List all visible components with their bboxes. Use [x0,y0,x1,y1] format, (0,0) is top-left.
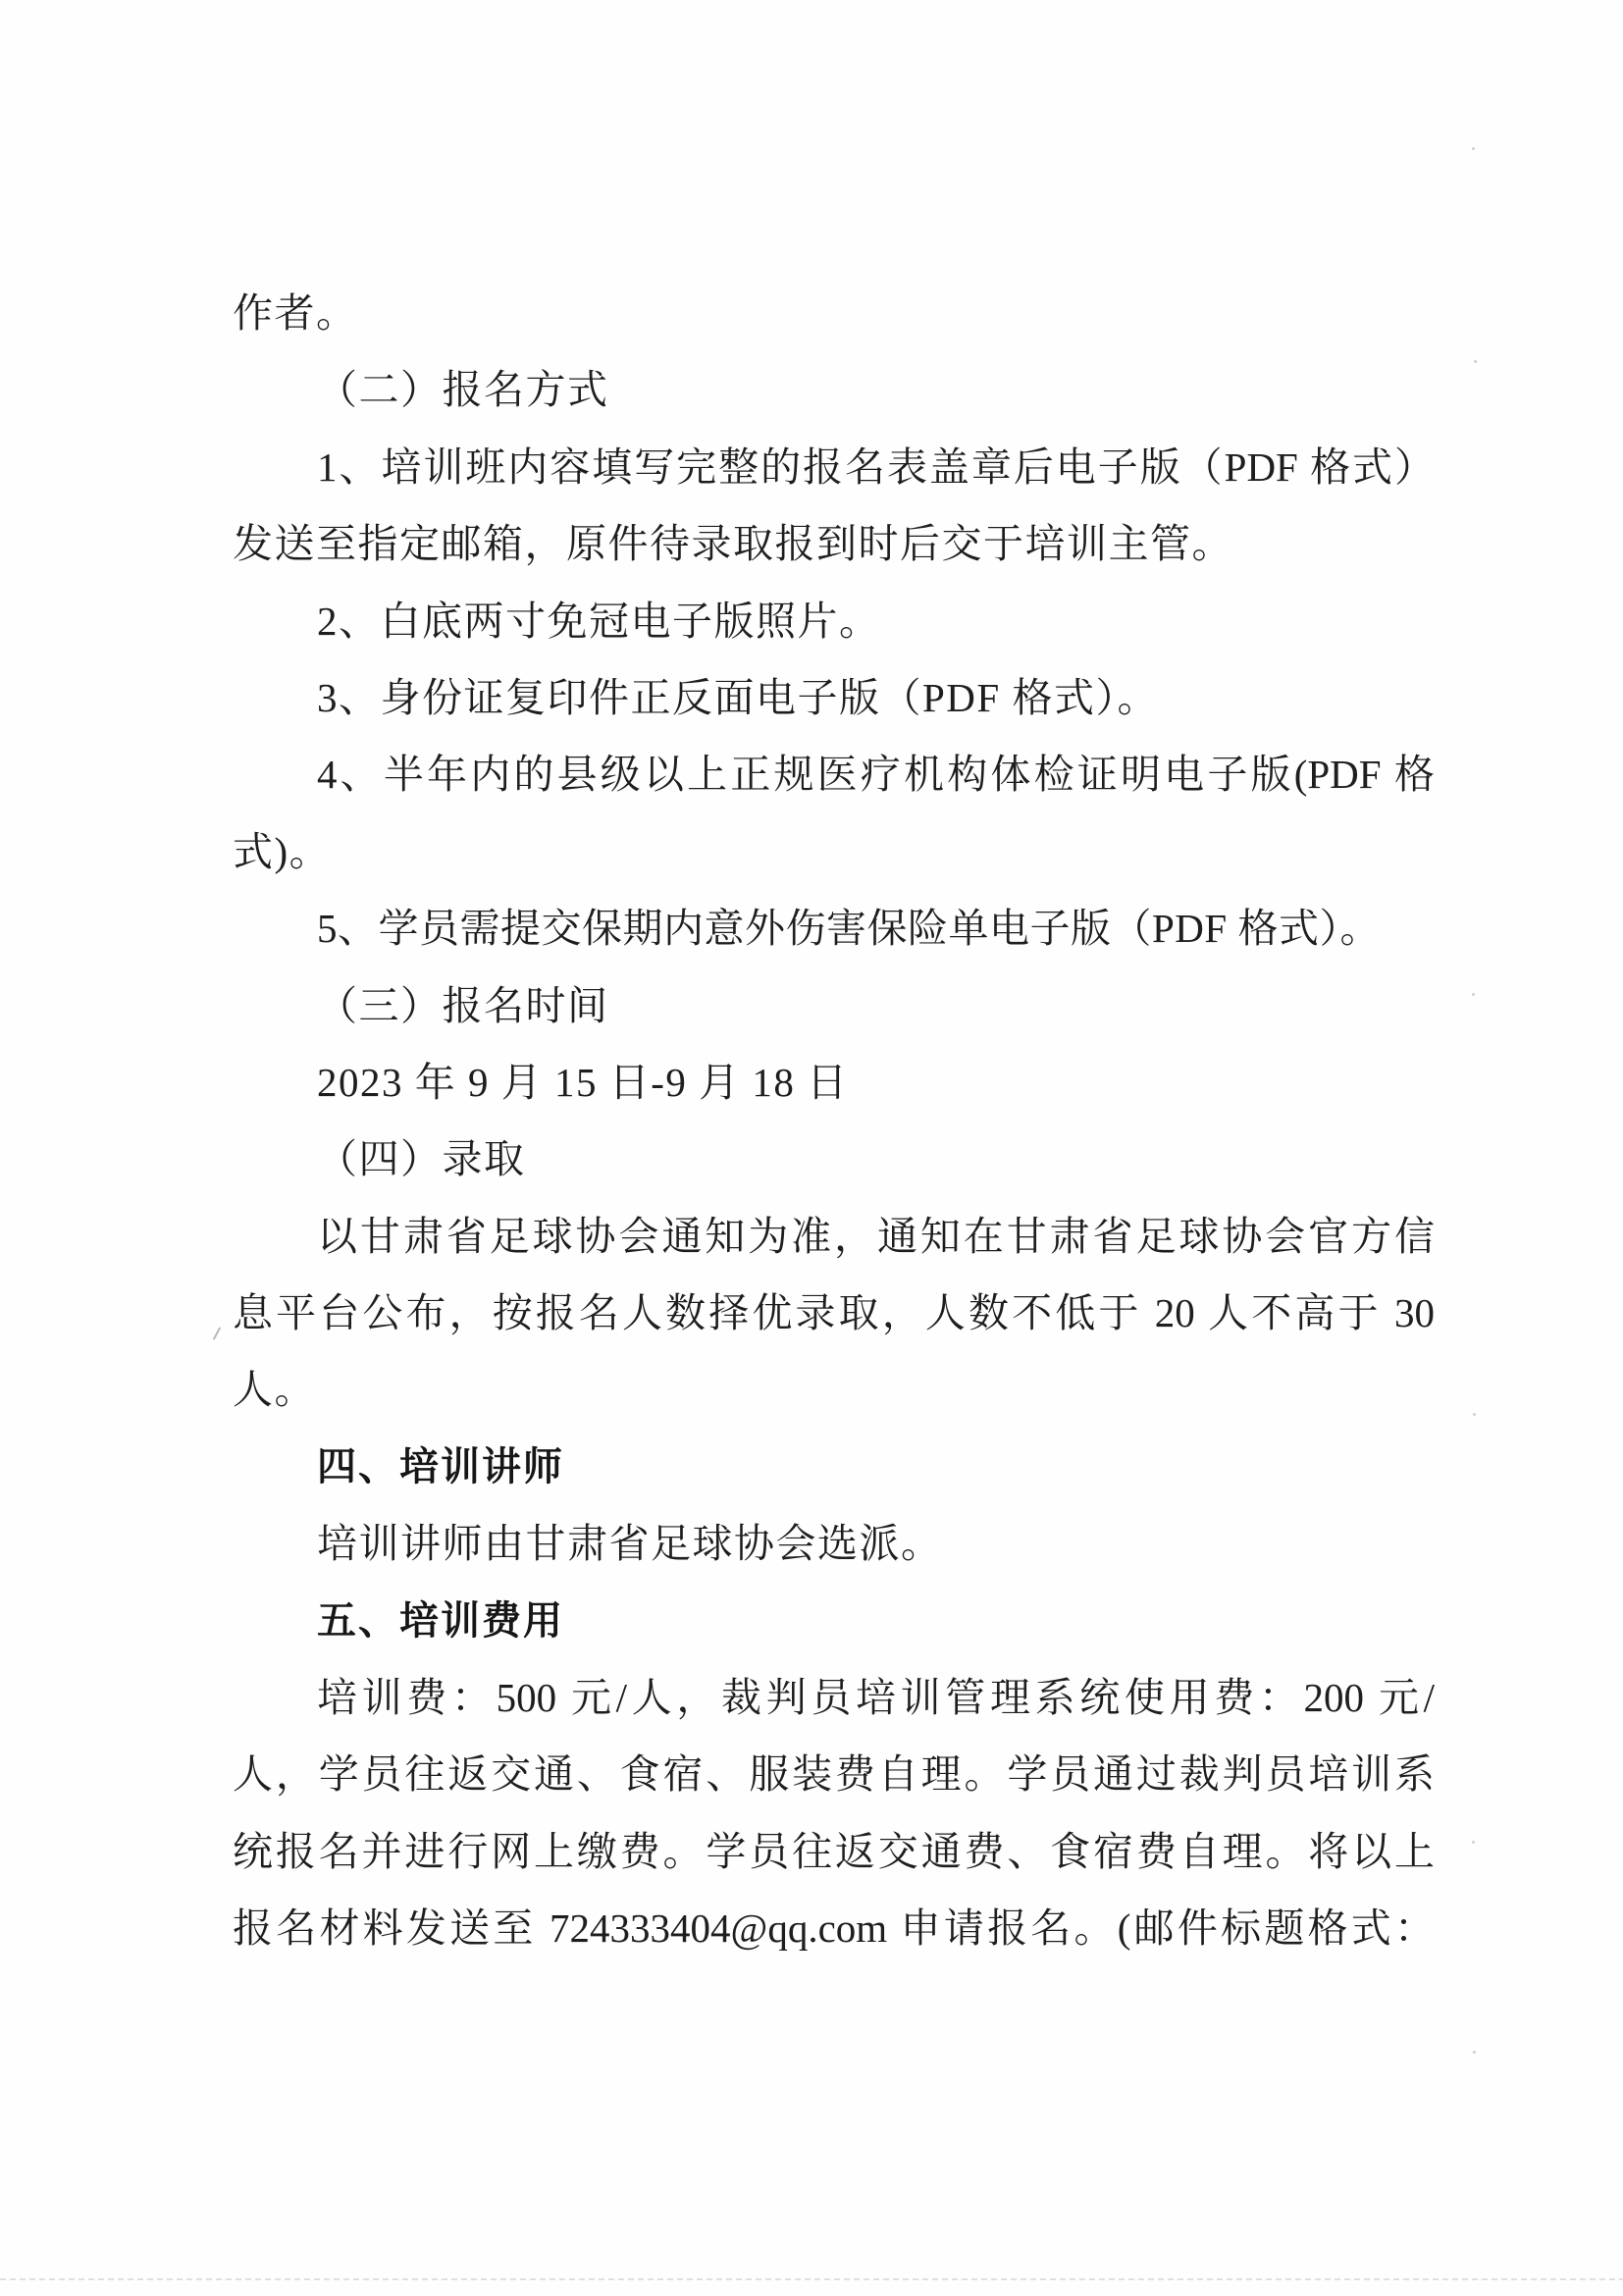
subsection-heading-admission: （四）录取 [317,1136,526,1182]
scan-speck [1472,1841,1475,1844]
scan-mark [213,1327,221,1339]
fees-text-line-2: 人，学员往返交通、食宿、服装费自理。学员通过裁判员培训系 [233,1751,1435,1798]
instructors-text: 培训讲师由甘肃省足球协会选派。 [317,1521,943,1567]
admission-text-line-1: 以甘肃省足球协会通知为准，通知在甘肃省足球协会官方信 [317,1213,1435,1259]
fees-text-line-1: 培训费：500 元/人，裁判员培训管理系统使用费：200 元/ [317,1675,1435,1721]
subsection-heading-registration-method: （二）报名方式 [317,367,609,413]
scan-speck [1474,360,1477,363]
list-item-1-line-2: 发送至指定邮箱，原件待录取报到时后交于培训主管。 [233,521,1233,567]
list-item-1-line-1: 1、培训班内容填写完整的报名表盖章后电子版（PDF 格式） [317,444,1435,490]
scan-edge-line [0,2278,1623,2280]
scan-speck [1472,993,1475,996]
admission-text-line-3: 人。 [233,1367,316,1413]
list-item-2: 2、白底两寸免冠电子版照片。 [317,598,881,644]
scan-speck [1473,1413,1476,1416]
registration-date-range: 2023 年 9 月 15 日-9 月 18 日 [317,1059,849,1105]
subsection-heading-registration-time: （三）报名时间 [317,982,609,1028]
fees-text-line-4: 报名材料发送至 724333404@qq.com 申请报名。(邮件标题格式： [233,1905,1435,1952]
fees-text-line-3: 统报名并进行网上缴费。学员往返交通费、食宿费自理。将以上 [233,1828,1435,1874]
list-item-4-line-2: 式)。 [233,828,332,874]
scan-speck [1472,147,1475,150]
scan-speck [1473,2051,1476,2054]
document-body [233,275,1435,1967]
section-heading-fees: 五、培训费用 [317,1597,564,1644]
section-heading-instructors: 四、培训讲师 [317,1443,564,1489]
list-item-4-line-1: 4、半年内的县级以上正规医疗机构体检证明电子版(PDF 格 [317,752,1435,798]
list-item-3: 3、身份证复印件正反面电子版（PDF 格式）。 [317,674,1159,720]
continuation-text: 作者。 [233,290,358,336]
admission-text-line-2: 息平台公布，按报名人数择优录取，人数不低于 20 人不高于 30 [233,1290,1435,1336]
list-item-5: 5、学员需提交保期内意外伤害保险单电子版（PDF 格式）。 [317,906,1381,952]
